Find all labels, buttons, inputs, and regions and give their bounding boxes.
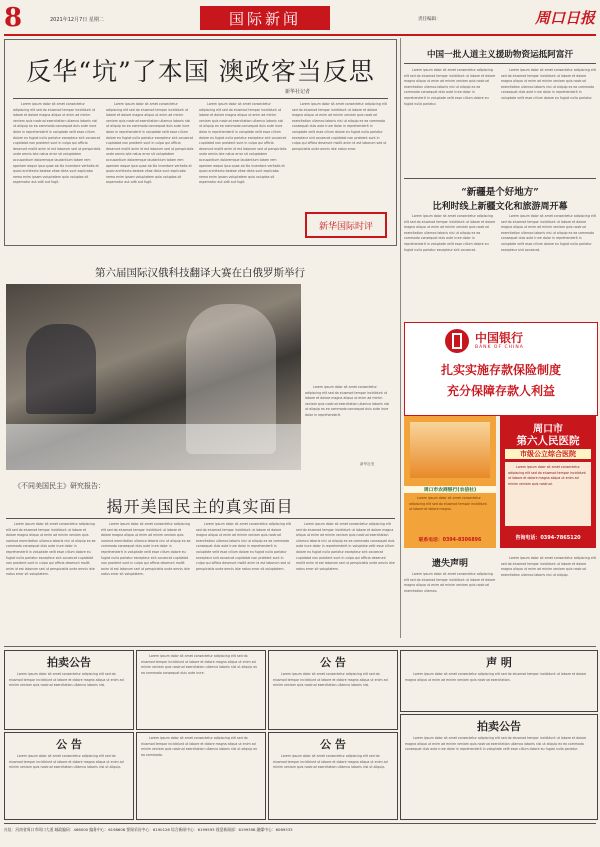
notice-center-2 bbox=[268, 650, 398, 730]
rural-bank-banner bbox=[410, 422, 490, 478]
lost-notice-title: 遗失声明 bbox=[431, 559, 468, 569]
lead-body-col-2: Lorem ipsum dolor sit amet consectetur adipiscing elit sed do eiusmod tempor incididunt ut labore et dolore magna aliqua ut enim ad minim veniam quis nostrud exercitation ullamco laboris nisi ut aliquip ex ea commodo consequat duis aute irure dolor in reprehenderit in voluptate velit esse cillum dolore eu fugiat nulla pariatur excepteur sint occaecat cupidatat non proident sunt in culpa qui officia deserunt mollit anim id est laborum sed ut perspiciatis unde omnis iste natus error sit voluptatem accusantium doloremque laudantium totam rem aperiam eaque ipsa quae ab illo inventore veritatis et quasi architecto beatae vitae dicta sunt explicabo nemo enim ipsam voluptatem quia voluptas sit aspernatur aut odit aut fugit. bbox=[106, 102, 194, 185]
auction-right-title: 拍卖公告 bbox=[477, 720, 521, 733]
right-column-divider bbox=[400, 38, 401, 638]
report-body-col-1: Lorem ipsum dolor sit amet consectetur adipiscing elit sed do eiusmod tempor incididunt ut labore et dolore magna aliqua ut enim ad minim veniam quis nostrud exercitation ullamco laboris nisi ut aliquip ex ea commodo consequat duis aute irure dolor in reprehenderit in voluptate velit esse cillum dolore eu fugiat nulla pariatur excepteur sint occaecat cupidatat non proident sunt in culpa qui officia deserunt mollit anim id est laborum sed ut perspiciatis unde omnis iste natus error sit voluptatem. bbox=[6, 522, 96, 577]
notice-center-3-text: Lorem ipsum dolor sit amet consectetur adipiscing elit sed do eiusmod tempor incididunt ut labore et dolore magna aliqua ut enim ad minim veniam quis nostrud exercitation ullamco laboris nisi ut aliquip ex ea commodo. bbox=[141, 736, 258, 757]
auction-notice-left bbox=[4, 650, 134, 730]
notice-center-1 bbox=[136, 650, 266, 730]
hospital-phone: 咨询电话：0394-7865120 bbox=[515, 535, 581, 541]
aid-body-col-1: Lorem ipsum dolor sit amet consectetur adipiscing elit sed do eiusmod tempor incididunt ut labore et dolore magna aliqua ut enim ad minim veniam quis nostrud exercitation ullamco laboris nisi ut aliquip ex ea commodo consequat duis aute irure dolor in reprehenderit in voluptate velit esse cillum dolore eu fugiat nulla pariatur. bbox=[404, 68, 496, 106]
commentary-stamp bbox=[305, 212, 387, 238]
photo-table bbox=[6, 424, 301, 470]
statement-notice bbox=[400, 650, 598, 712]
xinjiang-body-col-1: Lorem ipsum dolor sit amet consectetur adipiscing elit sed do eiusmod tempor incididunt ut labore et dolore magna aliqua ut enim ad minim veniam quis nostrud exercitation ullamco laboris nisi ut aliquip ex ea commodo consequat duis aute irure dolor in reprehenderit in voluptate velit esse cillum dolore eu fugiat nulla pariatur excepteur sint occaecat. bbox=[404, 214, 496, 252]
lead-article bbox=[4, 39, 397, 246]
boc-logo-icon bbox=[445, 329, 469, 353]
page-number: 8 bbox=[4, 3, 23, 33]
boc-name-en: BANK OF CHINA bbox=[475, 345, 524, 350]
rural-bank-phone: 联系电话：0394-8306896 bbox=[418, 538, 482, 543]
report-body-col-4: Lorem ipsum dolor sit amet consectetur adipiscing elit sed do eiusmod tempor incididunt ut labore et dolore magna aliqua ut enim ad minim veniam quis nostrud exercitation ullamco laboris nisi ut aliquip ex ea commodo consequat duis aute irure dolor in reprehenderit in voluptate velit esse cillum dolore eu fugiat nulla pariatur excepteur sint occaecat cupidatat non proident sunt in culpa qui officia deserunt mollit anim id est laborum sed ut perspiciatis unde omnis iste natus error sit voluptatem. bbox=[296, 522, 395, 571]
notice-left-text: Lorem ipsum dolor sit amet consectetur adipiscing elit sed do eiusmod tempor incididunt ut labore et dolore magna aliqua ut enim ad minim veniam quis nostrud exercitation ullamco laboris nisi ut aliquip. bbox=[9, 754, 124, 770]
masthead-rule bbox=[4, 34, 596, 36]
footer-info: 社址：河南省周口市周口大道 邮政编码：466000 编务中心：6198608 要闻采访中心：6190126 综合新闻中心：6199593 视觉新闻部：6199398 融媒中心：6069333 bbox=[4, 827, 293, 832]
notice-center2-title: 公 告 bbox=[320, 738, 346, 751]
lost-notice-col-1: Lorem ipsum dolor sit amet consectetur adipiscing elit sed do eiusmod tempor incididunt ut labore et dolore magna aliqua ut enim ad minim veniam quis nostrud exercitation ullamco. bbox=[404, 572, 496, 593]
commentary-stamp-label: 新华国际时评 bbox=[318, 221, 373, 232]
lead-body-col-4: Lorem ipsum dolor sit amet consectetur adipiscing elit sed do eiusmod tempor incididunt ut labore et dolore magna aliqua ut enim ad minim veniam quis nostrud exercitation ullamco laboris nisi ut aliquip ex ea commodo consequat duis aute irure dolor in reprehenderit in voluptate velit esse cillum dolore eu fugiat nulla pariatur excepteur sint occaecat cupidatat non proident sunt in culpa qui officia deserunt mollit anim id est laborum sed ut perspiciatis unde omnis iste natus error. bbox=[292, 102, 387, 151]
xinjiang-body-col-2: Lorem ipsum dolor sit amet consectetur adipiscing elit sed do eiusmod tempor incididunt ut labore et dolore magna aliqua ut enim ad minim veniam quis nostrud exercitation ullamco laboris nisi ut aliquip ex ea commodo consequat duis aute irure dolor in reprehenderit in voluptate velit esse cillum dolore eu fugiat nulla pariatur excepteur sint occaecat. bbox=[501, 214, 596, 252]
notice-left bbox=[4, 732, 134, 820]
issue-date: 2021年12月7日 星期二 bbox=[50, 17, 104, 23]
aid-title: 中国一批人道主义援助物资运抵阿富汗 bbox=[426, 50, 574, 60]
statement-text: Lorem ipsum dolor sit amet consectetur adipiscing elit sed do eiusmod tempor incididunt ut labore et dolore magna aliqua ut enim ad minim veniam quis nostrud exercitation. bbox=[405, 672, 587, 682]
hospital-services bbox=[505, 462, 591, 526]
lead-title: 反华“坑”了本国 澳政客当反思 bbox=[26, 57, 375, 86]
photo-credit: 新华社发 bbox=[360, 462, 375, 466]
aid-title-rule bbox=[404, 63, 596, 64]
auction-left-title: 拍卖公告 bbox=[47, 656, 91, 669]
rural-bank-text: Lorem ipsum dolor sit amet consectetur adipiscing elit sed do eiusmod tempor incididunt ut labore et dolore magna. bbox=[409, 496, 487, 512]
report-body-col-2: Lorem ipsum dolor sit amet consectetur adipiscing elit sed do eiusmod tempor incididunt ut labore et dolore magna aliqua ut enim ad minim veniam quis nostrud exercitation ullamco laboris nisi ut aliquip ex ea commodo consequat duis aute irure dolor in reprehenderit in voluptate velit esse cillum dolore eu fugiat nulla pariatur excepteur sint occaecat cupidatat non proident sunt in culpa qui officia deserunt mollit anim id est laborum sed ut perspiciatis unde omnis iste natus error sit voluptatem. bbox=[101, 522, 191, 577]
report-title-rule bbox=[6, 518, 395, 519]
lead-byline: 新华社记者 bbox=[285, 89, 311, 95]
hospital-services-text: Lorem ipsum dolor sit amet consectetur adipiscing elit sed do eiusmod tempor incididunt ut labore et dolore magna aliqua ut enim ad minim veniam quis nostrud. bbox=[508, 465, 586, 486]
report-kicker: 《不同美国民主》研究报告： bbox=[14, 482, 105, 490]
hospital-name-1: 周口市 bbox=[533, 424, 563, 435]
section-title: 国际新闻 bbox=[228, 9, 301, 28]
lead-body-col-1: Lorem ipsum dolor sit amet consectetur adipiscing elit sed do eiusmod tempor incididunt ut labore et dolore magna aliqua ut enim ad minim veniam quis nostrud exercitation ullamco laboris nisi ut aliquip ex ea commodo consequat duis aute irure dolor in reprehenderit in voluptate velit esse cillum dolore eu fugiat nulla pariatur excepteur sint occaecat cupidatat non proident sunt in culpa qui officia deserunt mollit anim id est laborum sed ut perspiciatis unde omnis iste natus error sit voluptatem accusantium doloremque laudantium totam rem aperiam eaque ipsa quae ab illo inventore veritatis et quasi architecto beatae vitae dicta sunt explicabo nemo enim ipsam voluptatem quia voluptas sit aspernatur aut odit aut fugit. bbox=[13, 102, 101, 185]
notice-center-title: 公 告 bbox=[320, 656, 346, 669]
footer-rule bbox=[4, 823, 596, 824]
news-photo bbox=[6, 284, 301, 470]
xinjiang-top-rule bbox=[404, 178, 596, 179]
lost-notice-col-2: Lorem ipsum dolor sit amet consectetur adipiscing elit sed do eiusmod tempor incididunt ut labore et dolore magna aliqua ut enim ad minim veniam quis nostrud exercitation ullamco laboris nisi ut aliquip. bbox=[501, 556, 596, 577]
photo-story-title: 第六届国际汉俄科技翻译大赛在白俄罗斯举行 bbox=[95, 267, 305, 279]
notice-center-3 bbox=[136, 732, 266, 820]
notice-left-title: 公 告 bbox=[56, 738, 82, 751]
boc-slogan-2: 充分保障存款人利益 bbox=[446, 384, 555, 398]
report-body-col-3: Lorem ipsum dolor sit amet consectetur adipiscing elit sed do eiusmod tempor incididunt ut labore et dolore magna aliqua ut enim ad minim veniam quis nostrud exercitation ullamco laboris nisi ut aliquip ex ea commodo consequat duis aute irure dolor in reprehenderit in voluptate velit esse cillum dolore eu fugiat nulla pariatur excepteur sint occaecat cupidatat non proident sunt in culpa qui officia deserunt mollit anim id est laborum sed ut perspiciatis unde omnis iste natus error sit voluptatem. bbox=[196, 522, 291, 571]
rural-bank-ad[interactable] bbox=[404, 416, 496, 548]
section-header bbox=[200, 6, 330, 30]
auction-right-text: Lorem ipsum dolor sit amet consectetur adipiscing elit sed do eiusmod tempor incididunt ut labore et dolore magna aliqua ut enim ad minim veniam quis nostrud exercitation ullamco laboris nisi ut aliquip ex ea commodo consequat duis aute irure dolor in reprehenderit in voluptate velit esse cillum dolore eu fugiat nulla pariatur. bbox=[405, 736, 587, 752]
notices-top-rule bbox=[4, 646, 596, 647]
paper-logo: 周口日报 bbox=[535, 9, 596, 27]
xinjiang-title-2: 比利时线上新疆文化和旅游周开幕 bbox=[432, 202, 568, 212]
lead-body-col-3: Lorem ipsum dolor sit amet consectetur adipiscing elit sed do eiusmod tempor incididunt ut labore et dolore magna aliqua ut enim ad minim veniam quis nostrud exercitation ullamco laboris nisi ut aliquip ex ea commodo consequat duis aute irure dolor in reprehenderit in voluptate velit esse cillum dolore eu fugiat nulla pariatur excepteur sint occaecat cupidatat non proident sunt in culpa qui officia deserunt mollit anim id est laborum sed ut perspiciatis unde omnis iste natus error sit voluptatem accusantium doloremque laudantium totam rem aperiam eaque ipsa quae ab illo inventore veritatis et quasi architecto beatae vitae dicta sunt explicabo nemo enim ipsam voluptatem quia voluptas sit aspernatur aut odit aut fugit. bbox=[199, 102, 287, 185]
photo-caption: Lorem ipsum dolor sit amet consectetur adipiscing elit sed do eiusmod tempor incididunt ut labore et dolore magna aliqua ut enim ad minim veniam quis nostrud exercitation ullamco laboris nisi ut aliquip ex ea commodo consequat duis aute irure dolor in reprehenderit. bbox=[305, 385, 390, 417]
hospital-ad[interactable] bbox=[500, 416, 596, 548]
hospital-type: 市级公立综合医院 bbox=[505, 449, 591, 459]
notice-center-1-text: Lorem ipsum dolor sit amet consectetur adipiscing elit sed do eiusmod tempor incididunt ut labore et dolore magna aliqua ut enim ad minim veniam quis nostrud exercitation ullamco laboris nisi ut aliquip ex ea commodo consequat duis aute irure. bbox=[141, 654, 258, 675]
statement-title: 声 明 bbox=[486, 656, 512, 669]
xinjiang-title-1: “新疆是个好地方” bbox=[461, 187, 539, 198]
notice-center-2-text: Lorem ipsum dolor sit amet consectetur adipiscing elit sed do eiusmod tempor incididunt ut labore et dolore magna aliqua ut enim ad minim veniam quis nostrud exercitation ullamco laboris nisi. bbox=[273, 672, 388, 688]
rural-bank-name: 周口市农商银行(农信社) bbox=[404, 486, 496, 493]
boc-ad[interactable] bbox=[404, 322, 598, 416]
boc-slogan-1: 扎实实施存款保险制度 bbox=[440, 363, 561, 377]
notice-center-4-text: Lorem ipsum dolor sit amet consectetur adipiscing elit sed do eiusmod tempor incididunt ut labore et dolore magna aliqua ut enim ad minim veniam quis nostrud exercitation ullamco laboris nisi ut aliquip. bbox=[273, 754, 388, 770]
auction-notice-right bbox=[400, 714, 598, 820]
lead-title-rule bbox=[13, 98, 388, 99]
boc-name-cn: 中国银行 bbox=[475, 331, 524, 345]
editor-contact: 责任编辑： bbox=[418, 17, 441, 22]
notice-center-4 bbox=[268, 732, 398, 820]
aid-body-col-2: Lorem ipsum dolor sit amet consectetur adipiscing elit sed do eiusmod tempor incididunt ut labore et dolore magna aliqua ut enim ad minim veniam quis nostrud exercitation ullamco laboris nisi ut aliquip ex ea commodo consequat duis aute irure dolor in reprehenderit in voluptate velit esse cillum dolore eu fugiat nulla pariatur. bbox=[501, 68, 596, 100]
auction-left-text: Lorem ipsum dolor sit amet consectetur adipiscing elit sed do eiusmod tempor incididunt ut labore et dolore magna aliqua ut enim ad minim veniam quis nostrud exercitation ullamco laboris nisi. bbox=[9, 672, 124, 688]
photo-figure-left bbox=[26, 324, 96, 414]
hospital-name-2: 第六人民医院 bbox=[516, 435, 580, 447]
report-title: 揭开美国民主的真实面目 bbox=[106, 497, 294, 516]
